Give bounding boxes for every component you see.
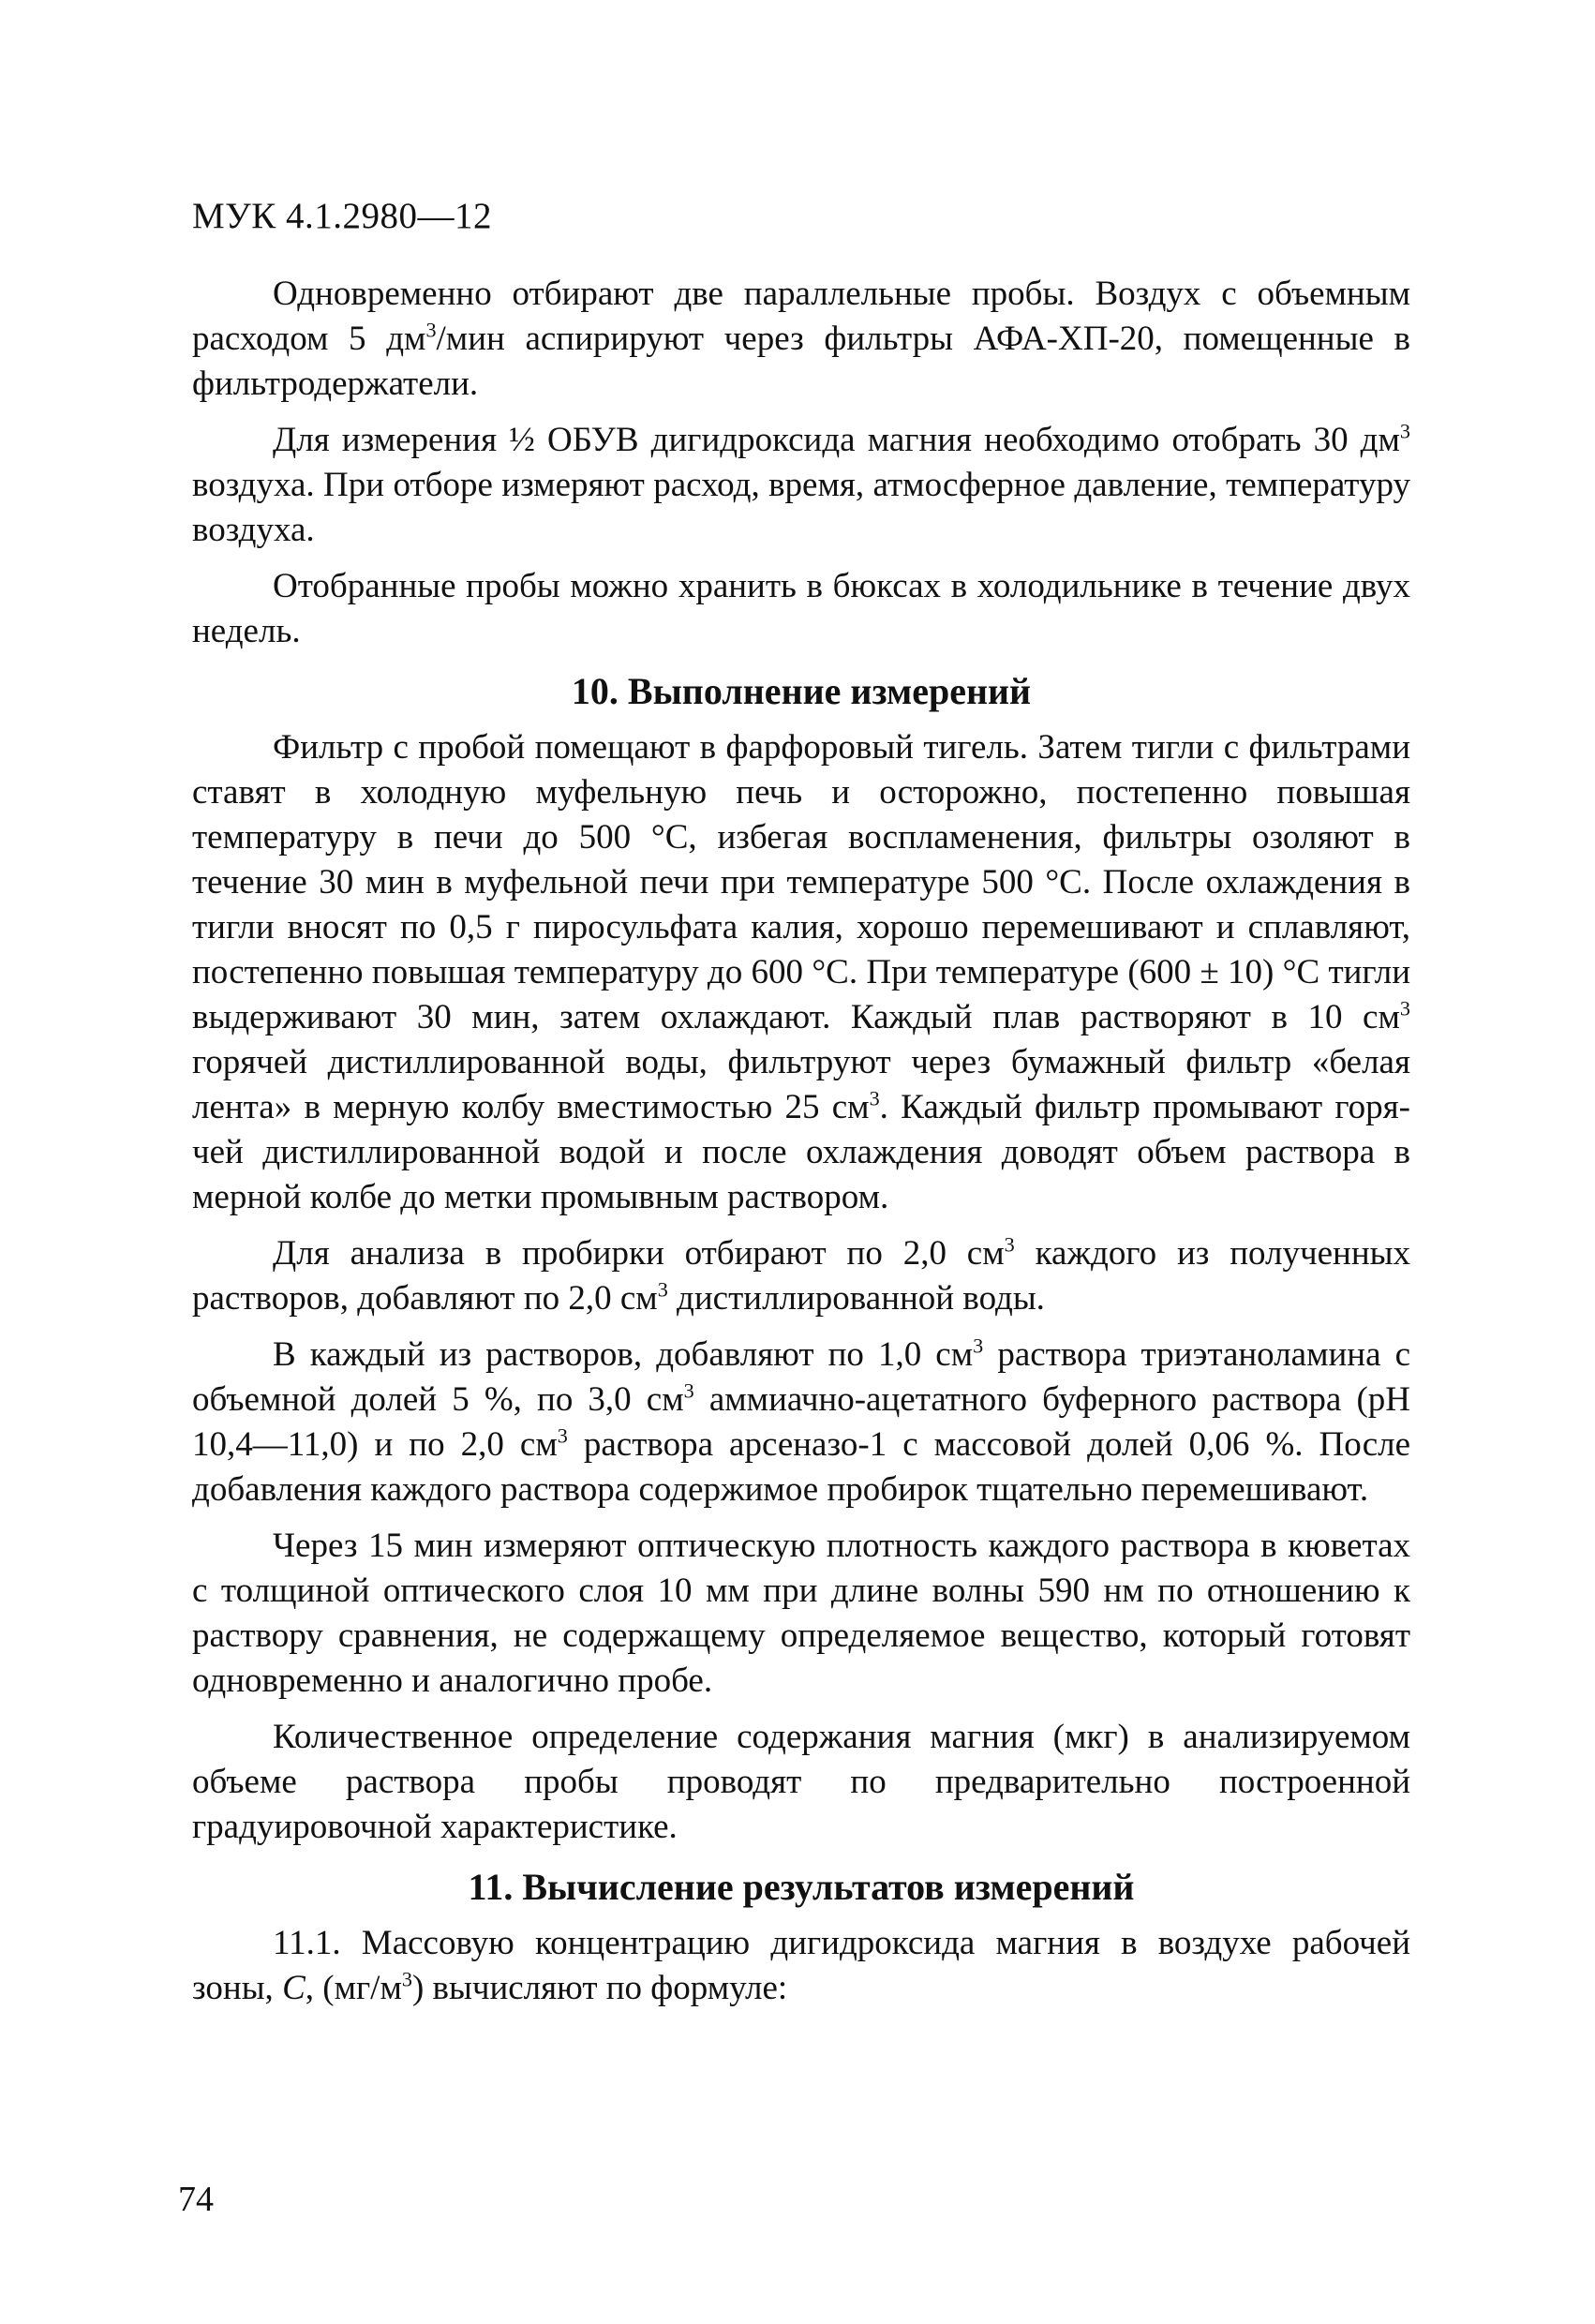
superscript: 3 [557,1423,568,1448]
paragraph-volume [192,418,1410,553]
paragraph-formula-intro [192,1921,1410,2011]
page-content [192,272,1410,2022]
text-segment: , (мг/м [305,1969,402,2007]
paragraph-optical-density [192,1524,1410,1704]
text-segment: . Каждый фильтр промывают горячей дистиллированной водой и после охлаждения доводят объем раствора в мерной колбе до метки промывным раствором. [192,1088,1410,1216]
paragraph-sampling [192,272,1410,407]
superscript: 3 [973,1333,984,1358]
text-segment: ) вычисляют по формуле: [411,1969,788,2007]
text-segment: Отобранные пробы можно хранить в бюксах в холодильнике в течение двух недель. [192,567,1410,650]
section-11-title: 11. Вычисление результатов измерений [468,1866,1135,1908]
superscript: 3 [869,1086,880,1110]
superscript: 3 [657,1277,668,1302]
superscript: 3 [683,1378,694,1403]
text-segment: дистиллированной воды. [667,1279,1045,1318]
text-segment: аммиачно-ацетатного буферного раствора (рН 10,4—11,0) и по 2,0 см [192,1380,1410,1464]
text-segment: Количественное определение содержания магния (мкг) в анализируемом объеме раствора пробы проводят по предварительно построенной градуировочной характеристике. [192,1718,1410,1846]
text-segment: Одновременно отбирают две параллельные пробы. Воздух с объемным расходом 5 дм [192,275,1410,358]
section-10-title: 10. Выполнение измерений [571,670,1032,712]
paragraph-aliquot [192,1231,1410,1321]
text-segment: раствора триэтаноламина с объемной долей 5 %, по 3,0 см [192,1335,1411,1419]
paragraph-ashing [192,725,1410,1220]
text-segment: Для анализа в пробирки отбирают по 2,0 см [273,1234,1005,1273]
text-segment: раствора арсеназо-1 с массовой долей 0,06 %. После добавления каждого раствора содержимое пробирок тщательно перемешивают. [192,1425,1410,1509]
document-code-header: МУК 4.1.2980—12 [192,196,493,236]
superscript: 3 [1399,419,1410,443]
text-segment: Фильтр с пробой помещают в фарфоровый тигель. Затем тигли с фильтрами ставят в холодную муфельную печь и осторожно, постепенно повышая температуру в печи до 500 °С, избегая воспламенения, фильтры озоляют в течение 30 мин в муфельной печи при температуре 500 °С. После охлаждения в тигли вносят по 0,5 г пиросульфата калия, хорошо перемешивают и сплавляют, постепенно повышая температуру до 600 °С. При температуре (600 ± 10) °С тигли выдерживают 30 мин, затем охлаждают. Каждый плав растворяют в 10 см [192,728,1410,1036]
text-segment: каждого из полученных растворов, добавляют по 2,0 см [192,1234,1411,1318]
paragraph-reagents [192,1333,1410,1512]
text-segment: В каждый из растворов, добавляют по 1,0 см [273,1335,974,1374]
paragraph-quantification [192,1715,1410,1850]
text-segment: Для измерения ½ ОБУВ дигидроксида магния необходимо отобрать 30 дм [273,421,1400,459]
superscript: 3 [401,1967,412,1991]
text-segment: 11.1. Массовую концентрацию дигидроксида магния в воздухе рабочей зоны, [192,1924,1410,2007]
paragraph-storage [192,564,1410,654]
superscript: 3 [1004,1232,1015,1257]
italic-variable: С [282,1969,306,2007]
superscript: 3 [425,318,437,342]
text-segment: горячей дистиллированной воды, фильтруют через бумажный фильтр «белая лента» в мерную колбу вместимостью 25 см [192,1043,1410,1126]
text-segment: /мин аспирируют через фильтры АФА-ХП-20, помещенные в фильтродержатели. [192,320,1410,403]
text-segment: воздуха. При отборе измеряют расход, время, атмосферное давление, температуру воздуха. [192,466,1410,549]
text-segment: Через 15 мин измеряют оптическую плотность каждого раствора в кюветах с толщиной оптического слоя 10 мм при длине волны 590 нм по отношению к раствору сравнения, не содержащему определяемое вещество, который готовят одновременно и аналогично пробе. [192,1527,1410,1700]
page-number: 74 [178,2180,214,2219]
superscript: 3 [1399,996,1410,1020]
